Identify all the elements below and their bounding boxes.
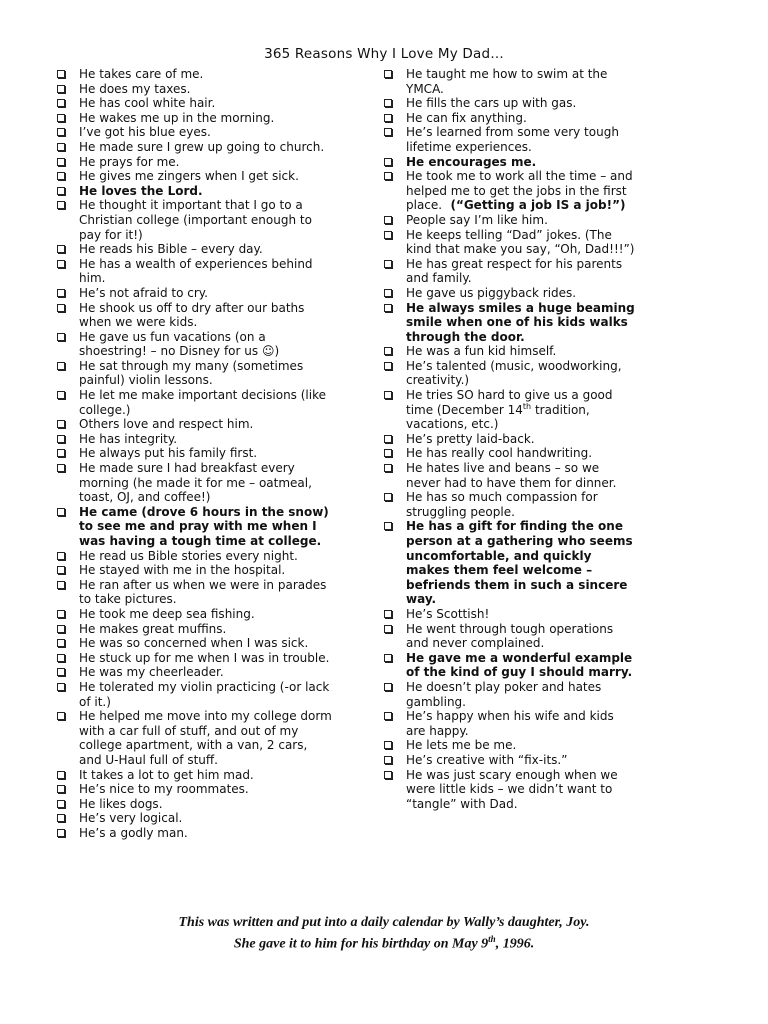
checkbox-bullet-icon (57, 683, 65, 691)
checkbox-bullet-icon (57, 289, 65, 297)
list-item (56, 549, 332, 564)
list-item (56, 330, 332, 359)
list-item (56, 826, 332, 841)
reasons-column-right (383, 67, 635, 811)
list-item (383, 607, 635, 622)
checkbox-bullet-icon (57, 304, 65, 312)
list-item (56, 797, 332, 812)
list-item-text: He gave me a wonderful example of the kind of guy I should marry. (406, 650, 633, 680)
checkbox-bullet-icon (384, 449, 392, 457)
checkbox-bullet-icon (57, 552, 65, 560)
list-item (383, 709, 635, 738)
list-item-text: He has a gift for finding the one person at a gathering who seems uncomfortable, and quickly makes them feel welcome – befriends them in such a sincere way. (406, 519, 633, 607)
list-item (56, 242, 332, 257)
checkbox-bullet-icon (57, 391, 65, 399)
list-item-text: He reads his Bible – every day. (79, 242, 263, 257)
list-item-text: He’s nice to my roommates. (79, 782, 249, 797)
list-item (383, 67, 635, 96)
list-item-text: I’ve got his blue eyes. (79, 125, 211, 140)
list-item-text: He prays for me. (79, 154, 180, 169)
list-item-text: He lets me be me. (406, 738, 517, 753)
checkbox-bullet-icon (57, 333, 65, 341)
checkbox-bullet-icon (57, 128, 65, 136)
list-item-text: He sat through my many (sometimes painful) violin lessons. (79, 358, 304, 388)
list-item (383, 228, 635, 257)
list-item-text: He gives me zingers when I get sick. (79, 169, 299, 184)
list-item-text: He thought it important that I go to a Christian college (important enough to pay for it!) (79, 198, 312, 242)
list-item-text: He gave us piggyback rides. (406, 285, 577, 300)
list-item-text: It takes a lot to get him mad. (79, 767, 254, 782)
checkbox-bullet-icon (57, 420, 65, 428)
list-item (56, 709, 332, 767)
checkbox-bullet-icon (57, 712, 65, 720)
checkbox-bullet-icon (57, 260, 65, 268)
list-item (56, 578, 332, 607)
list-item-text: He always smiles a huge beaming smile when one of his kids walks through the door. (406, 300, 635, 344)
checkbox-bullet-icon (57, 187, 65, 195)
list-item (383, 753, 635, 768)
list-item (56, 636, 332, 651)
list-item (56, 257, 332, 286)
checkbox-bullet-icon (57, 785, 65, 793)
list-item-text: He does my taxes. (79, 81, 191, 96)
footer-line-2 (0, 931, 768, 953)
checkbox-bullet-icon (384, 158, 392, 166)
checkbox-bullet-icon (384, 654, 392, 662)
checkbox-bullet-icon (384, 435, 392, 443)
list-item-text: He read us Bible stories every night. (79, 548, 298, 563)
list-item-text: He gave us fun vacations (on a shoestring! – no Disney for us ☺) (79, 329, 280, 359)
checkbox-bullet-icon (384, 362, 392, 370)
list-item (56, 169, 332, 184)
checkbox-bullet-icon (57, 625, 65, 633)
list-item (56, 651, 332, 666)
list-item-text: He tolerated my violin practicing (-or lack of it.) (79, 679, 330, 709)
list-item-text: He tries SO hard to give us a good time (December 14 (406, 388, 613, 417)
list-item (56, 184, 332, 199)
footer-note (0, 914, 768, 953)
checkbox-bullet-icon (57, 581, 65, 589)
checkbox-bullet-icon (57, 654, 65, 662)
list-item-text: He loves the Lord. (79, 183, 203, 198)
checkbox-bullet-icon (57, 172, 65, 180)
checkbox-bullet-icon (384, 347, 392, 355)
list-item (383, 432, 635, 447)
list-item (383, 213, 635, 228)
checkbox-bullet-icon (57, 114, 65, 122)
checkbox-bullet-icon (384, 756, 392, 764)
list-item-text: Others love and respect him. (79, 417, 254, 432)
list-item (56, 505, 332, 549)
list-item (56, 140, 332, 155)
list-item-text: He fills the cars up with gas. (406, 96, 577, 111)
checkbox-bullet-icon (57, 814, 65, 822)
checkbox-bullet-icon (57, 771, 65, 779)
checkbox-bullet-icon (384, 99, 392, 107)
list-item-text: He was so concerned when I was sick. (79, 636, 309, 651)
list-item (56, 82, 332, 97)
list-item-text: He made sure I grew up going to church. (79, 139, 325, 154)
list-item-text: He’s very logical. (79, 811, 183, 826)
list-item (383, 257, 635, 286)
checkbox-bullet-icon (57, 99, 65, 107)
list-item-text: He was just scary enough when we were little kids – we didn’t want to “tangle” with Dad. (406, 767, 618, 811)
checkbox-bullet-icon (57, 435, 65, 443)
list-item-text: He was my cheerleader. (79, 665, 224, 680)
checkbox-bullet-icon (57, 800, 65, 808)
list-item (56, 125, 332, 140)
ordinal-suffix: th (522, 401, 532, 411)
list-item (56, 359, 332, 388)
checkbox-bullet-icon (57, 158, 65, 166)
checkbox-bullet-icon (57, 668, 65, 676)
list-item (56, 388, 332, 417)
list-item-text: He made sure I had breakfast every morning (he made it for me – oatmeal, toast, OJ, and coffee!) (79, 461, 312, 505)
list-item (56, 811, 332, 826)
list-item (383, 651, 635, 680)
list-item (383, 738, 635, 753)
footer-ordinal-suffix: th (488, 934, 496, 944)
list-item (56, 680, 332, 709)
checkbox-bullet-icon (57, 449, 65, 457)
checkbox-bullet-icon (57, 85, 65, 93)
list-item (383, 111, 635, 126)
list-item (383, 519, 635, 607)
list-item (56, 198, 332, 242)
checkbox-bullet-icon (384, 712, 392, 720)
list-item (383, 96, 635, 111)
list-item (383, 768, 635, 812)
checkbox-bullet-icon (384, 114, 392, 122)
list-item (383, 622, 635, 651)
list-item (56, 622, 332, 637)
list-item-text: He let me make important decisions (like college.) (79, 388, 326, 417)
list-item (56, 432, 332, 447)
checkbox-bullet-icon (384, 391, 392, 399)
list-item-text: He likes dogs. (79, 796, 163, 811)
list-item-text: He has really cool handwriting. (406, 446, 593, 461)
list-item-text: People say I’m like him. (406, 212, 548, 227)
checkbox-bullet-icon (384, 216, 392, 224)
list-item (56, 461, 332, 505)
list-item (56, 111, 332, 126)
list-item-text: He keeps telling “Dad” jokes. (The kind that make you say, “Oh, Dad!!!”) (406, 227, 635, 257)
list-item-text: He wakes me up in the morning. (79, 110, 275, 125)
list-item (383, 125, 635, 154)
list-item (383, 359, 635, 388)
footer-line-1: This was written and put into a daily calendar by Wally’s daughter, Joy. (178, 915, 590, 930)
list-item (56, 782, 332, 797)
list-item-text: He’s happy when his wife and kids are happy. (406, 709, 614, 738)
checkbox-bullet-icon (57, 70, 65, 78)
list-item-text: He’s talented (music, woodworking, creativity.) (406, 358, 622, 388)
list-item-text: He can fix anything. (406, 110, 527, 125)
reasons-list-left (56, 67, 332, 840)
checkbox-bullet-icon (384, 493, 392, 501)
list-item-text: He took me to work all the time – and helped me to get the jobs in the first place. (406, 169, 633, 213)
checkbox-bullet-icon (384, 304, 392, 312)
list-item (56, 67, 332, 82)
checkbox-bullet-icon (384, 172, 392, 180)
list-item (56, 301, 332, 330)
list-item-text: He was a fun kid himself. (406, 344, 557, 359)
list-item-text: He takes care of me. (79, 67, 204, 81)
list-item-text: He’s a godly man. (79, 825, 188, 840)
list-item-text: He hates live and beans – so we never had to have them for dinner. (406, 461, 617, 490)
checkbox-bullet-icon (384, 128, 392, 136)
list-item (56, 665, 332, 680)
checkbox-bullet-icon (57, 362, 65, 370)
list-item-text: He has great respect for his parents and family. (406, 256, 623, 286)
checkbox-bullet-icon (384, 522, 392, 530)
list-item-text: He has integrity. (79, 431, 178, 446)
list-item (56, 446, 332, 461)
list-item-text: He encourages me. (406, 154, 537, 169)
list-item (383, 155, 635, 170)
checkbox-bullet-icon (384, 289, 392, 297)
checkbox-bullet-icon (57, 464, 65, 472)
checkbox-bullet-icon (57, 245, 65, 253)
checkbox-bullet-icon (57, 829, 65, 837)
list-item (383, 490, 635, 519)
list-item-text: He helped me move into my college dorm with a car full of stuff, and out of my college apartment, with a van, 2 cars, and U-Haul full of stuff. (79, 709, 332, 767)
checkbox-bullet-icon (384, 231, 392, 239)
list-item-text: He took me deep sea fishing. (79, 606, 255, 621)
list-item (383, 446, 635, 461)
list-item-text-continued: tradition, vacations, etc.) (406, 402, 590, 432)
checkbox-bullet-icon (384, 464, 392, 472)
checkbox-bullet-icon (384, 70, 392, 78)
list-item-text: He stayed with me in the hospital. (79, 563, 286, 578)
reasons-column-left (56, 67, 332, 840)
list-item-text: He’s not afraid to cry. (79, 285, 208, 300)
footer-line-2-end: , 1996. (495, 936, 535, 952)
list-item-text: He stuck up for me when I was in trouble. (79, 650, 330, 665)
list-item (56, 155, 332, 170)
list-item (383, 301, 635, 345)
list-item (56, 96, 332, 111)
list-item (383, 286, 635, 301)
reasons-list-right (383, 67, 635, 811)
list-item (56, 563, 332, 578)
footer-line-2-text: She gave it to him for his birthday on May 9 (233, 936, 489, 952)
list-item (383, 344, 635, 359)
list-item (383, 461, 635, 490)
list-item-text: He always put his family first. (79, 446, 258, 461)
list-item-text: He doesn’t play poker and hates gambling. (406, 679, 602, 709)
list-item (383, 680, 635, 709)
list-item-text: He’s pretty laid-back. (406, 431, 535, 446)
checkbox-bullet-icon (57, 201, 65, 209)
page-title: 365 Reasons Why I Love My Dad… (264, 46, 504, 62)
list-item (56, 607, 332, 622)
checkbox-bullet-icon (384, 260, 392, 268)
list-item (56, 417, 332, 432)
list-item-text: He makes great muffins. (79, 621, 227, 636)
checkbox-bullet-icon (384, 741, 392, 749)
list-item (383, 169, 635, 213)
checkbox-bullet-icon (57, 143, 65, 151)
checkbox-bullet-icon (384, 625, 392, 633)
checkbox-bullet-icon (57, 639, 65, 647)
list-item-text: He has a wealth of experiences behind him. (79, 256, 313, 286)
list-item-text: He has so much compassion for struggling people. (406, 490, 598, 519)
checkbox-bullet-icon (57, 508, 65, 516)
checkbox-bullet-icon (384, 683, 392, 691)
list-item-text: He’s creative with “fix-its.” (406, 752, 568, 767)
list-item-text: He’s learned from some very tough lifetime experiences. (406, 125, 619, 154)
list-item (56, 286, 332, 301)
list-item-text: He ran after us when we were in parades to take pictures. (79, 577, 327, 607)
list-item-text: He taught me how to swim at the YMCA. (406, 67, 608, 96)
list-item-text: He came (drove 6 hours in the snow) to see me and pray with me when I was having a tough time at college. (79, 504, 329, 548)
checkbox-bullet-icon (384, 610, 392, 618)
list-item (56, 768, 332, 783)
checkbox-bullet-icon (384, 771, 392, 779)
list-item (383, 388, 635, 432)
list-item-text: He went through tough operations and never complained. (406, 621, 614, 651)
list-item-text: He has cool white hair. (79, 96, 216, 111)
checkbox-bullet-icon (57, 610, 65, 618)
checkbox-bullet-icon (57, 566, 65, 574)
list-item-text: He’s Scottish! (406, 606, 490, 621)
list-item-text: He shook us off to dry after our baths when we were kids. (79, 300, 305, 330)
list-item-emphasis: (“Getting a job IS a job!”) (442, 198, 626, 213)
